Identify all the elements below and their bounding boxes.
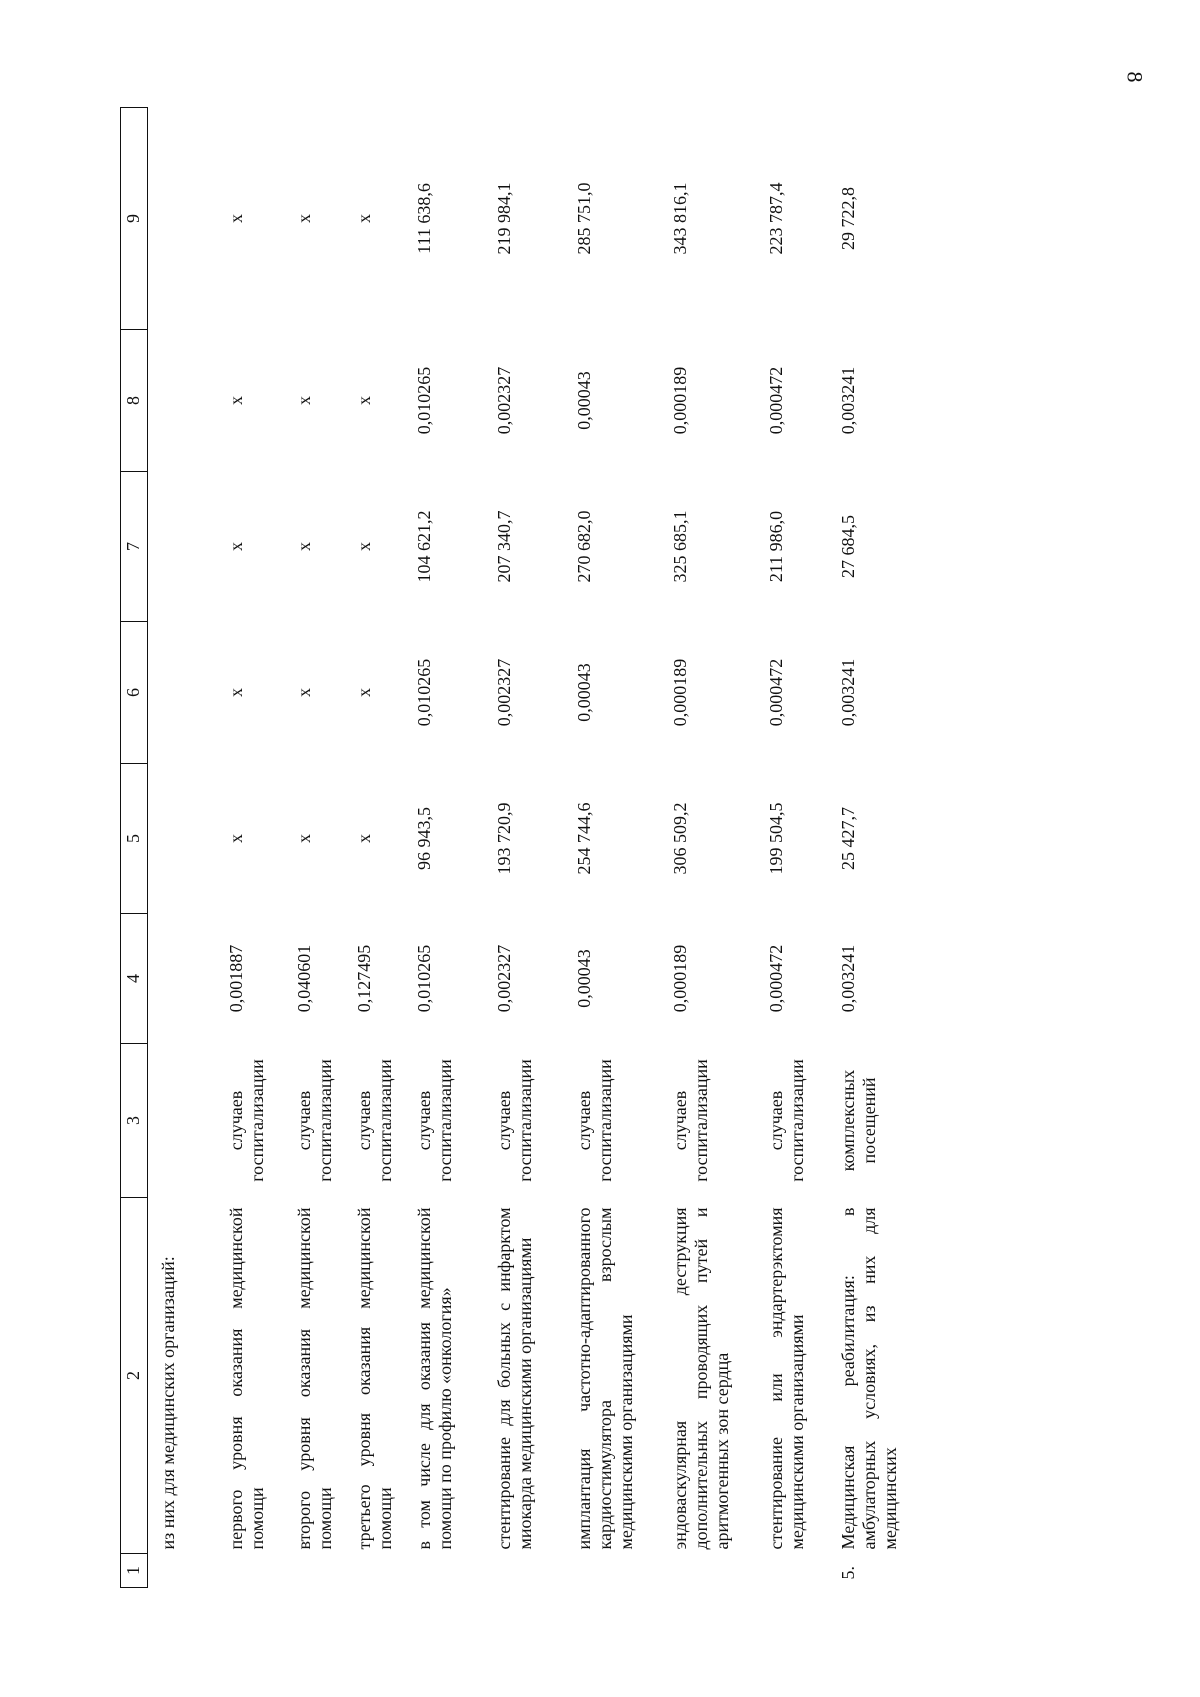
cell-c6: 0,002327 <box>493 658 514 727</box>
cell-c2: Медицинская реабилитация: в амбулаторных условиях, из них для медицинских <box>837 1207 900 1550</box>
cell-c4: 0,003241 <box>837 944 858 1013</box>
cell-c8: x <box>225 396 246 405</box>
cell-c7: 325 685,1 <box>669 510 690 583</box>
cell-c1 <box>216 1554 284 1588</box>
cell-c4: 0,040601 <box>293 944 314 1013</box>
cell-c4: 0,000189 <box>669 944 690 1013</box>
cell-c8: 0,000189 <box>669 366 690 435</box>
cell-c8: 0,00043 <box>573 371 594 430</box>
cell-c6: 0,000189 <box>669 658 690 727</box>
cell-c8: x <box>293 396 314 405</box>
cell-c7: 211 986,0 <box>765 510 786 583</box>
cell-c4: 0,127495 <box>353 944 374 1013</box>
cell-c5: 254 744,6 <box>573 802 594 875</box>
table-row <box>216 108 284 1588</box>
cell-c3: случаев госпитализации <box>413 1059 455 1182</box>
cell-c6: x <box>225 688 246 697</box>
cell-c1: 5. <box>837 1566 858 1580</box>
cell-c5: x <box>293 834 314 843</box>
cell-c4: 0,001887 <box>225 944 246 1013</box>
cell-c7: x <box>353 542 374 551</box>
cell-c5: x <box>353 834 374 843</box>
cell-c4: 0,010265 <box>413 944 434 1013</box>
table-row <box>404 108 484 1588</box>
cell-c6: x <box>353 688 374 697</box>
cell-c4 <box>148 914 216 1044</box>
cell-c1 <box>344 1554 404 1588</box>
cell-c9: 223 787,4 <box>765 182 786 255</box>
cell-c1 <box>404 1554 484 1588</box>
col-header-2: 2 <box>121 1198 148 1554</box>
tariff-table <box>120 107 901 1588</box>
cell-c3 <box>148 1044 216 1198</box>
cell-c9: 111 638,6 <box>413 183 434 254</box>
cell-c5 <box>148 764 216 914</box>
col-header-8: 8 <box>121 330 148 472</box>
cell-c6 <box>148 622 216 764</box>
cell-c3: случаев госпитализации <box>765 1059 807 1182</box>
cell-c2: третьего уровня оказания медицинской помощи <box>353 1207 395 1550</box>
cell-c1 <box>148 1554 216 1588</box>
cell-c1 <box>660 1554 756 1588</box>
cell-c7: 104 621,2 <box>413 510 434 583</box>
table-header-row <box>121 108 148 1588</box>
cell-c8 <box>148 330 216 472</box>
cell-c3: случаев госпитализации <box>353 1059 395 1182</box>
table-row <box>148 108 216 1588</box>
cell-c2: первого уровня оказания медицинской помощи <box>225 1207 267 1550</box>
cell-c1 <box>284 1554 344 1588</box>
cell-c5: 199 504,5 <box>765 802 786 875</box>
col-header-4: 4 <box>121 914 148 1044</box>
cell-c8: 0,000472 <box>765 366 786 435</box>
cell-c9: 343 816,1 <box>669 182 690 255</box>
cell-c8: x <box>353 396 374 405</box>
cell-c3: случаев госпитализации <box>573 1059 615 1182</box>
cell-c2: из них для медицинских организаций: <box>158 1256 178 1550</box>
cell-c3: комплексных посещений <box>837 1069 879 1172</box>
cell-c2: в том числе для оказания медицинской помощи по профилю «онкология» <box>413 1207 455 1550</box>
cell-c1 <box>484 1554 564 1588</box>
cell-c3: случаев госпитализации <box>225 1059 267 1182</box>
cell-c2: второго уровня оказания медицинской помощи <box>293 1207 335 1550</box>
cell-c4: 0,00043 <box>573 949 594 1008</box>
col-header-7: 7 <box>121 472 148 622</box>
cell-c9: 29 722,8 <box>837 187 858 250</box>
cell-c2: имплантация частотно-адаптированного кардиостимулятора взрослым медицинскими организациями <box>573 1207 636 1550</box>
table-row <box>344 108 404 1588</box>
table-row <box>660 108 756 1588</box>
cell-c9: x <box>353 214 374 223</box>
table-row <box>284 108 344 1588</box>
cell-c6: 0,003241 <box>837 658 858 727</box>
page-number: 8 <box>1122 71 1148 83</box>
cell-c7: x <box>225 542 246 551</box>
cell-c5: 25 427,7 <box>837 807 858 870</box>
table-row <box>756 108 828 1588</box>
col-header-3: 3 <box>121 1044 148 1198</box>
cell-c8: 0,002327 <box>493 366 514 435</box>
cell-c9: 219 984,1 <box>493 182 514 255</box>
cell-c5: 306 509,2 <box>669 802 690 875</box>
cell-c8: 0,003241 <box>837 366 858 435</box>
cell-c3: случаев госпитализации <box>493 1059 535 1182</box>
cell-c4: 0,002327 <box>493 944 514 1013</box>
cell-c6: x <box>293 688 314 697</box>
cell-c6: 0,000472 <box>765 658 786 727</box>
cell-c7: x <box>293 542 314 551</box>
table-row <box>564 108 660 1588</box>
cell-c9 <box>148 108 216 330</box>
cell-c2: стентирование для больных с инфарктом миокарда медицинскими организациями <box>493 1207 535 1550</box>
cell-c6: 0,00043 <box>573 663 594 722</box>
rotated-table-sheet <box>120 108 1080 1588</box>
cell-c9: x <box>225 214 246 223</box>
cell-c7: 270 682,0 <box>573 510 594 583</box>
cell-c5: 96 943,5 <box>413 807 434 870</box>
table-row <box>484 108 564 1588</box>
cell-c9: 285 751,0 <box>573 182 594 255</box>
cell-c1 <box>756 1554 828 1588</box>
col-header-1: 1 <box>121 1554 148 1588</box>
cell-c8: 0,010265 <box>413 366 434 435</box>
cell-c4: 0,000472 <box>765 944 786 1013</box>
cell-c6: 0,010265 <box>413 658 434 727</box>
cell-c1 <box>564 1554 660 1588</box>
col-header-5: 5 <box>121 764 148 914</box>
cell-c7: 207 340,7 <box>493 510 514 583</box>
cell-c5: 193 720,9 <box>493 802 514 875</box>
cell-c7 <box>148 472 216 622</box>
col-header-6: 6 <box>121 622 148 764</box>
table-row <box>828 108 902 1588</box>
cell-c2: стентирование или эндартерэктомия медицинскими организациями <box>765 1207 807 1550</box>
cell-c7: 27 684,5 <box>837 515 858 578</box>
cell-c3: случаев госпитализации <box>669 1059 711 1182</box>
cell-c9: x <box>293 214 314 223</box>
col-header-9: 9 <box>121 108 148 330</box>
cell-c2: эндоваскулярная деструкция дополнительных проводящих путей и аритмогенных зон сердца <box>669 1207 732 1550</box>
cell-c3: случаев госпитализации <box>293 1059 335 1182</box>
cell-c5: x <box>225 834 246 843</box>
